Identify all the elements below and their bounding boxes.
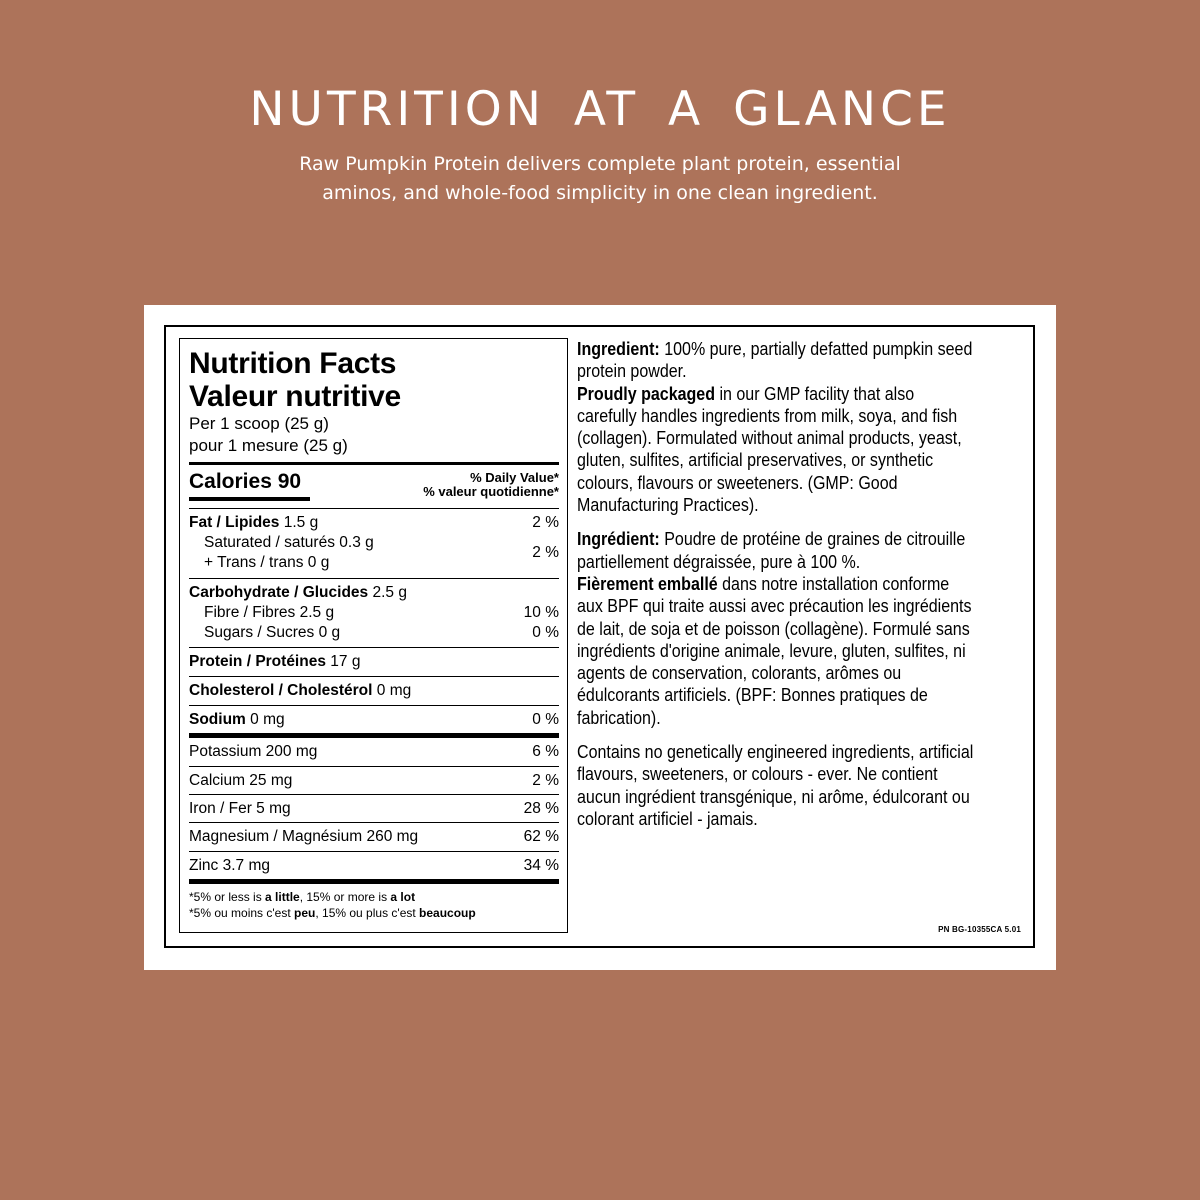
protein-label: Protein / Protéines bbox=[189, 653, 326, 670]
magnesium-row bbox=[189, 823, 559, 851]
ingredients-column bbox=[577, 338, 977, 830]
sugars-row bbox=[189, 623, 559, 643]
fat-row bbox=[189, 513, 559, 533]
serving-size-en: Per 1 scoop (25 g) bbox=[189, 414, 329, 433]
packaged-fr-body: dans notre installation conforme aux BPF qui traite aussi avec précaution les ingrédients de lait, de soja et de poisson (collagène). Formulé sans ingrédients d'origine animale, levure, gluten, sulfites, ni agents de conservation, colorants, arômes ou édulcorants artificiels. (BPF: Bonnes pratiques de fabrication). bbox=[577, 573, 972, 728]
fibre-label: Fibre / Fibres 2.5 g bbox=[204, 604, 335, 621]
gmo-en: Contains no genetically engineered ingredients, artificial flavours, sweeteners, or colours - ever. bbox=[577, 742, 974, 785]
calories-row bbox=[189, 468, 559, 508]
cholesterol-label: Cholesterol / Cholestérol bbox=[189, 682, 373, 699]
zinc-pct: 34 % bbox=[523, 856, 559, 874]
calcium-row bbox=[189, 767, 559, 794]
zinc-row bbox=[189, 852, 559, 879]
magnesium-pct: 62 % bbox=[523, 828, 559, 845]
sugars-pct: 0 % bbox=[532, 624, 559, 641]
fibre-pct: 10 % bbox=[523, 604, 559, 621]
footnote-en bbox=[189, 889, 559, 905]
fibre-row bbox=[189, 603, 559, 623]
sat-trans-pct: 2 % bbox=[532, 544, 559, 561]
ingredient-fr-head: Ingrédient: bbox=[577, 529, 660, 550]
fat-amount: 1.5 g bbox=[283, 514, 319, 531]
serving-size-fr: pour 1 mesure (25 g) bbox=[189, 436, 348, 455]
footnote-emphasis: peu bbox=[294, 906, 316, 920]
daily-value-header bbox=[423, 468, 559, 499]
ingredient-fr bbox=[577, 528, 977, 573]
footnote-emphasis: a little bbox=[265, 890, 300, 904]
carb-row bbox=[189, 583, 559, 603]
sodium-label: Sodium bbox=[189, 710, 246, 728]
label-frame bbox=[164, 325, 1035, 948]
cholesterol-row bbox=[189, 677, 559, 705]
footnote-emphasis: a lot bbox=[390, 890, 416, 904]
potassium-pct: 6 % bbox=[532, 743, 559, 760]
sat-trans-group bbox=[189, 533, 559, 573]
gmo-fr: Ne contient aucun ingrédient transgénique, ni arôme, édulcorant ou colorant artificiel - jamais. bbox=[577, 764, 970, 829]
protein-row bbox=[189, 648, 559, 676]
daily-value-fr: % valeur quotidienne* bbox=[423, 484, 559, 499]
ingredient-en bbox=[577, 338, 977, 383]
packaged-en-head: Proudly packaged bbox=[577, 383, 716, 404]
nutrition-title-fr: Valeur nutritive bbox=[189, 380, 401, 413]
footnote-text: , 15% or more is bbox=[299, 890, 391, 904]
carb-amount: 2.5 g bbox=[372, 584, 407, 601]
label-card bbox=[144, 305, 1056, 970]
packaged-en-body: in our GMP facility that also carefully handles ingredients from milk, soya, and fish (collagen). Formulated without animal products, yeast, gluten, sulfites, artificial preservatives, or synthetic colours, flavours or sweeteners. (GMP: Good Manufacturing Practices). bbox=[577, 383, 962, 516]
daily-value-en: % Daily Value* bbox=[470, 470, 559, 485]
sugars-label: Sugars / Sucres 0 g bbox=[204, 624, 341, 641]
saturated-label: Saturated / saturés 0.3 g bbox=[204, 534, 374, 551]
subtitle-line-2: aminos, and whole-food simplicity in one clean ingredient. bbox=[322, 182, 878, 204]
footnote-text: *5% or less is bbox=[189, 890, 266, 904]
sodium-pct: 0 % bbox=[532, 710, 559, 728]
calcium-pct: 2 % bbox=[532, 771, 559, 789]
packaged-fr-head: Fièrement emballé bbox=[577, 573, 718, 594]
trans-label: + Trans / trans 0 g bbox=[204, 554, 330, 571]
iron-row bbox=[189, 795, 559, 822]
fat-group bbox=[189, 509, 559, 578]
ingredient-fr-body: Poudre de protéine de graines de citrouille partiellement dégraissée, pure à 100 %. bbox=[577, 529, 966, 572]
sodium-row bbox=[189, 706, 559, 733]
nutrition-facts-panel bbox=[179, 338, 568, 933]
carb-label: Carbohydrate / Glucides bbox=[189, 584, 369, 601]
magnesium-label: Magnesium / Magnésium 260 mg bbox=[189, 828, 419, 845]
packaged-fr bbox=[577, 573, 977, 729]
subtitle-line-1: Raw Pumpkin Protein delivers complete plant protein, essential bbox=[299, 153, 901, 175]
zinc-label: Zinc 3.7 mg bbox=[189, 856, 270, 874]
ingredient-en-head: Ingredient: bbox=[577, 339, 660, 359]
divider-heavy bbox=[189, 879, 559, 884]
iron-pct: 28 % bbox=[523, 799, 559, 817]
page-subtitle bbox=[250, 150, 950, 208]
potassium-row bbox=[189, 738, 559, 766]
fat-label: Fat / Lipides bbox=[189, 514, 280, 531]
calories-underline bbox=[189, 497, 310, 501]
iron-label: Iron / Fer 5 mg bbox=[189, 799, 291, 817]
gmo-statement bbox=[577, 741, 977, 830]
footnote-text: *5% ou moins c'est bbox=[189, 906, 295, 920]
fat-pct: 2 % bbox=[532, 514, 559, 531]
footnote bbox=[189, 889, 559, 921]
carb-group bbox=[189, 579, 559, 647]
footnote-emphasis: beaucoup bbox=[419, 906, 476, 920]
potassium-label: Potassium 200 mg bbox=[189, 743, 318, 760]
footnote-fr bbox=[189, 905, 559, 921]
nutrition-title-en: Nutrition Facts bbox=[189, 347, 397, 380]
cholesterol-amount: 0 mg bbox=[376, 682, 412, 699]
protein-amount: 17 g bbox=[330, 653, 361, 670]
footnote-text: , 15% ou plus c'est bbox=[315, 906, 420, 920]
calcium-label: Calcium 25 mg bbox=[189, 771, 293, 789]
calories-label: Calories 90 bbox=[189, 470, 302, 493]
divider bbox=[189, 462, 559, 465]
ingredient-en-body: 100% pure, partially defatted pumpkin seed protein powder. bbox=[577, 339, 973, 382]
packaged-en bbox=[577, 383, 977, 517]
sodium-amount: 0 mg bbox=[250, 710, 285, 728]
page-title: NUTRITION AT A GLANCE bbox=[249, 82, 951, 137]
part-number: PN BG-10355CA 5.01 bbox=[938, 925, 1021, 934]
